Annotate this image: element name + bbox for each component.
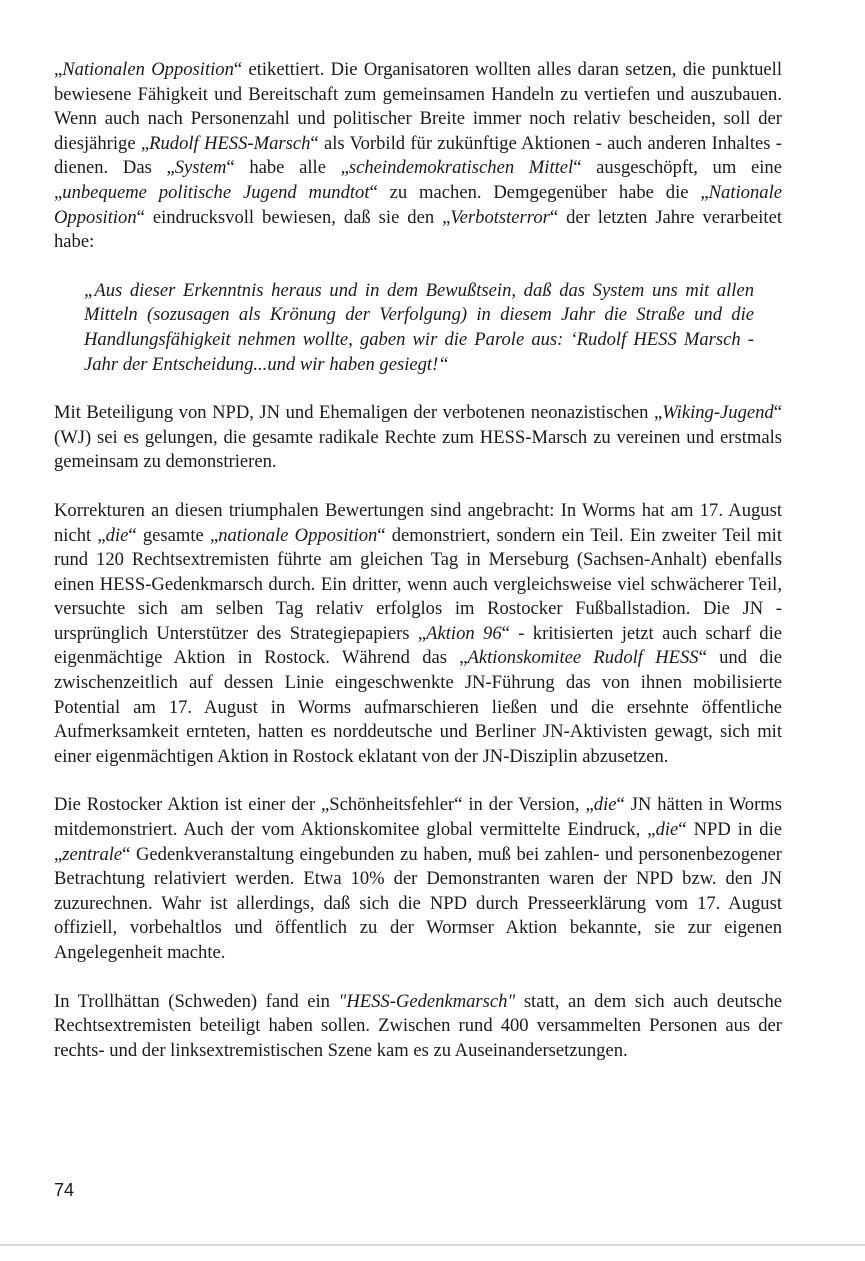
text-segment: “ - kritisierten jetzt auch scharf die eigenmächtige Aktion in Rostock. Während das „ [54, 622, 783, 669]
text-segment: “ ausgeschöpft, um eine „ [54, 157, 782, 203]
italic-text-segment: Nationalen Opposition [62, 59, 234, 80]
italic-text-segment: Aktionskomitee Rudolf HESS [467, 647, 699, 669]
paragraph-5 [54, 990, 782, 1064]
page-number: 74 [54, 1180, 75, 1200]
paragraph-1 [54, 58, 782, 255]
text-segment: In Trollhättan (Schweden) fand ein [54, 990, 339, 1012]
paragraph-4 [54, 793, 782, 965]
text-segment: Mit Beteiligung von NPD, JN und Ehemaligen der verbotenen neonazistischen „ [54, 402, 663, 424]
text-segment: “ und die zwischenzeitlich auf dessen Linie eingeschwenkte JN-Führung das von ihnen mobilisierte Potential am 17. August in Worms aufmarschieren ließen und die ersehnte öffentliche Aufmerksamkeit ernteten, hatten es norddeutsche und Berliner JN-Aktivisten gewagt, sich mit einer eigenmächtigen Aktion in Rostock eklatant von der JN-Disziplin abzusetzen. [54, 647, 782, 767]
italic-text-segment: „Aus dieser Erkenntnis heraus und in dem Bewußtsein, daß das System uns mit allen Mitteln (sozusagen als Krönung der Verfolgung) in diesem Jahr die Straße und die Handlungsfähigkeit nehmen wollte, gaben wir die Parole aus: ‘Rudolf HESS Marsch - Jahr der Entscheidung...und wir haben gesiegt!“ [84, 279, 754, 375]
text-segment: “ zu machen. Demgegenüber habe die „ [369, 181, 709, 203]
text-segment: “ gesamte „ [128, 524, 219, 546]
italic-text-segment: die [655, 819, 679, 841]
text-segment: “ JN hätten in Worms mitdemonstriert. Auch der vom Aktionskomitee global vermittelte Eindruck, „ [54, 794, 782, 841]
text-segment: “ NPD in die „ [54, 819, 783, 865]
paragraph-3 [54, 499, 782, 770]
italic-text-segment: Nationale Opposition [54, 181, 782, 228]
body-text [54, 58, 782, 1063]
text-segment: “ als Vorbild für zukünftige Aktionen - auch anderen Inhaltes - dienen. Das „ [54, 132, 782, 179]
text-segment: “ habe alle „ [226, 157, 349, 179]
text-segment: “ demonstriert, sondern ein Teil. Ein zweiter Teil mit rund 120 Rechtsextremisten führte am gleichen Tag in Merseburg (Sachsen-Anhalt) ebenfalls einen HESS-Gedenkmarsch durch. Ein dritter, wenn auch vergleichsweise viel schwächerer Teil, versuchte sich am selben Tag relativ erfolglos im Rostocker Fußballstadion. Die JN - ursprünglich Unterstützer des Strategiepapiers „ [54, 524, 782, 644]
block-quote [84, 279, 754, 377]
italic-text-segment: die [593, 794, 617, 816]
italic-text-segment: "HESS-Gedenkmarsch" [338, 990, 516, 1012]
italic-text-segment: zentrale [62, 843, 123, 865]
italic-text-segment: unbequeme politische Jugend mundtot [62, 181, 370, 203]
text-segment: “ eindrucksvoll bewiesen, daß sie den „ [136, 206, 451, 228]
italic-text-segment: System [174, 157, 227, 179]
italic-text-segment: die [105, 524, 129, 546]
text-segment: “ (WJ) sei es gelungen, die gesamte radikale Rechte zum HESS-Marsch zu vereinen und erstmals gemeinsam zu demonstrieren. [54, 402, 782, 473]
text-segment: “ etikettiert. Die Organisatoren wollten alles daran setzen, die punktuell bewiesene Fähigkeit und Bereitschaft zum gemeinsamen Handeln zu vertiefen und auszubauen. Wenn auch nach Personenzahl und politischer Breite immer noch relativ bescheiden, soll der diesjährige „ [54, 59, 782, 154]
italic-text-segment: scheindemokratischen Mittel [348, 157, 574, 179]
text-segment: statt, an dem sich auch deutsche Rechtsextremisten beteiligt haben sollen. Zwischen rund 400 versammelten Personen aus der rechts- und der linksextremistischen Szene kam es zu Auseinandersetzungen. [54, 990, 782, 1061]
text-segment: “ der letzten Jahre verarbeitet habe: [54, 206, 783, 253]
text-segment: Die Rostocker Aktion ist einer der „Schönheitsfehler“ in der Version, „ [54, 794, 594, 816]
italic-text-segment: Rudolf HESS-Marsch [149, 132, 311, 154]
text-segment: “ Gedenkveranstaltung eingebunden zu haben, muß bei zahlen- und personenbezogener Betrachtung relativiert werden. Etwa 10% der Demonstranten waren der NPD bzw. den JN zuzurechnen. Wahr ist allerdings, daß sich die NPD durch Presseerklärung vom 17. August offiziell, vorbehaltlos und öffentlich zu der Wormser Aktion bekannte, sie zur eigenen Angelegenheit machte. [54, 843, 782, 963]
paragraph-2 [54, 401, 782, 475]
italic-text-segment: Verbotsterror [450, 206, 550, 228]
text-segment: Korrekturen an diesen triumphalen Bewertungen sind angebracht: In Worms hat am 17. August nicht „ [54, 499, 782, 546]
text-segment: „ [54, 59, 63, 80]
italic-text-segment: Aktion 96 [426, 622, 502, 644]
italic-text-segment: nationale Opposition [218, 524, 378, 546]
italic-text-segment: Wiking-Jugend [662, 402, 774, 424]
page-edge-divider [0, 1244, 865, 1246]
